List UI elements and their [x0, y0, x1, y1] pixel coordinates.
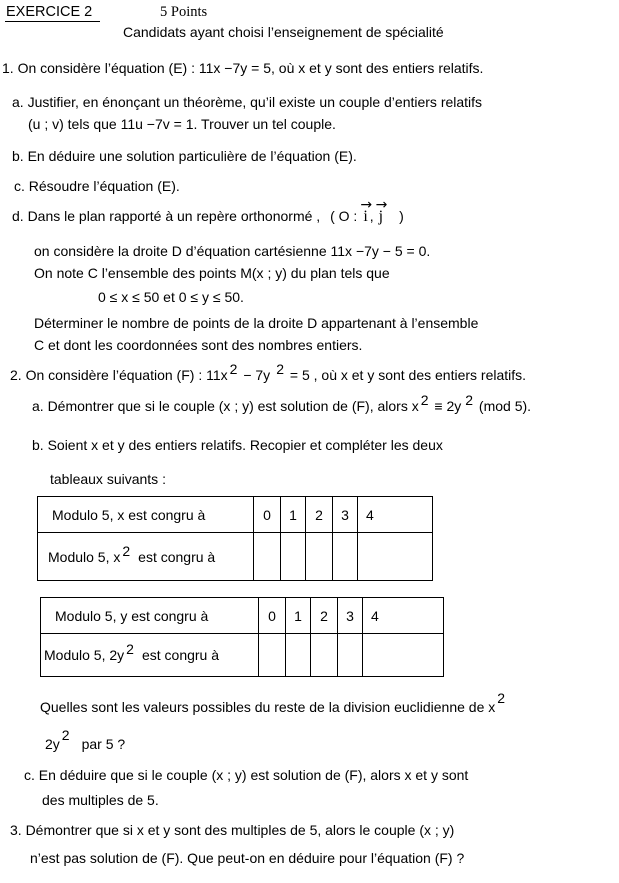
- table1-col1: 1: [281, 497, 306, 533]
- q1-intro: 1. On considère l’équation (E) : 11x −7y = 5, où x et y sont des entiers relatifs.: [2, 60, 484, 76]
- table1-row2-label-b: est congru à: [138, 548, 216, 565]
- q3-line2: n’est pas solution de (F). Que peut-on en déduire pour l’équation (F) ?: [30, 850, 465, 866]
- q1d-line6: C et dont les coordonnées sont des nombres entiers.: [34, 337, 363, 353]
- q2-question-b: 2y: [45, 736, 60, 752]
- table2-row2-label-b: est congru à: [141, 647, 220, 663]
- table2-cell-0: [259, 634, 286, 677]
- table1-col3: 3: [333, 497, 358, 533]
- exercise-subtitle: Candidats ayant choisi l’enseignement de spécialité: [123, 24, 444, 40]
- q1a-line2: (u ; v) tels que 11u −7v = 1. Trouver un tel couple.: [28, 116, 336, 132]
- q2c-line2: des multiples de 5.: [42, 792, 159, 808]
- frame-close: ): [399, 208, 404, 224]
- table2-cell-4: [363, 634, 444, 677]
- q1d-line1: [12, 208, 404, 225]
- q1b: b. En déduire une solution particulière de l’équation (E).: [12, 148, 357, 164]
- title-underline: [5, 21, 100, 22]
- q2-intro: [10, 361, 527, 383]
- q2a-exp1: 2: [420, 392, 429, 408]
- q2-intro-a: 2. On considère l’équation (F) : 11x: [10, 367, 228, 383]
- q2-question-exp2: 2: [61, 727, 70, 743]
- table1-row2-label: [38, 533, 254, 581]
- q2c-line1: c. En déduire que si le couple (x ; y) est solution de (F), alors x et y sont: [24, 767, 469, 783]
- table1-row2-label-a: Modulo 5, x: [48, 548, 121, 565]
- q2-question-exp1: 2: [497, 690, 506, 706]
- q2a: [32, 392, 532, 414]
- q2-intro-exp1: 2: [229, 361, 238, 377]
- table2-col4: 4: [363, 598, 444, 634]
- q2-intro-b: − 7y: [239, 367, 271, 383]
- q2a-c: (mod 5).: [475, 398, 532, 414]
- q2-question-line2: [45, 727, 126, 752]
- table1-col4: 4: [358, 497, 433, 533]
- q1d-line2: on considère la droite D d’équation cartésienne 11x −7y − 5 = 0.: [34, 243, 431, 259]
- table2-row2-label: [41, 634, 259, 677]
- vector-j: → j: [377, 209, 385, 225]
- table1-cell-3: [333, 533, 358, 581]
- q2a-exp2: 2: [465, 392, 474, 408]
- q2-question-c: par 5 ?: [81, 736, 126, 752]
- q1a-line1: a. Justifier, en énonçant un théorème, qu’il existe un couple d’entiers relatifs: [12, 94, 483, 110]
- exercise-title: EXERCICE 2: [6, 4, 93, 20]
- table1-row2-exp: 2: [122, 542, 131, 559]
- q2a-a: a. Démontrer que si le couple (x ; y) est solution de (F), alors x: [32, 398, 419, 414]
- q2-question: [40, 690, 507, 715]
- q1d-line4: 0 ≤ x ≤ 50 et 0 ≤ y ≤ 50.: [98, 289, 244, 305]
- q3-line1: 3. Démontrer que si x et y sont des multiples de 5, alors le couple (x ; y): [10, 822, 455, 838]
- vector-i: → i: [361, 209, 369, 225]
- table1-cell-4: [358, 533, 433, 581]
- table2-col0: 0: [259, 598, 286, 634]
- table1-row1: [38, 497, 433, 533]
- frame-separator: ,: [369, 208, 374, 224]
- table2-col3: 3: [338, 598, 363, 634]
- table2-row1-label: Modulo 5, y est congru à: [41, 598, 259, 634]
- table-y-mod5: [40, 597, 444, 677]
- q2-intro-c: = 5: [285, 367, 310, 383]
- table2-cell-2: [311, 634, 338, 677]
- table1-cell-2: [306, 533, 333, 581]
- table1-row1-label: Modulo 5, x est congru à: [38, 497, 254, 533]
- q2-question-a: Quelles sont les valeurs possibles du reste de la division euclidienne de x: [40, 699, 496, 715]
- table2-cell-3: [338, 634, 363, 677]
- q1d-line3: On note C l’ensemble des points M(x ; y) du plan tels que: [34, 265, 390, 281]
- q1c: c. Résoudre l’équation (E).: [14, 178, 180, 194]
- table2-col2: 2: [311, 598, 338, 634]
- frame-open: ( O :: [330, 208, 358, 224]
- table1-col2: 2: [306, 497, 333, 533]
- table1-col0: 0: [254, 497, 281, 533]
- table2-row2-exp: 2: [126, 641, 134, 657]
- q2-intro-d: , où x et y sont des entiers relatifs.: [309, 367, 527, 383]
- q1d-prefix: d. Dans le plan rapporté à un repère orthonormé ,: [12, 208, 321, 224]
- q2a-b: ≡ 2y: [430, 398, 462, 414]
- q2b-line2: tableaux suivants :: [50, 471, 166, 487]
- q1d-line5: Déterminer le nombre de points de la droite D appartenant à l’ensemble: [34, 315, 479, 331]
- q2b-line1: b. Soient x et y des entiers relatifs. Recopier et compléter les deux: [32, 437, 443, 453]
- table-x-mod5: [37, 496, 433, 581]
- table2-row2-label-a: Modulo 5, 2y: [44, 647, 125, 663]
- points-label: 5 Points: [160, 4, 208, 20]
- table2-col1: 1: [286, 598, 311, 634]
- table2-row2: [41, 634, 444, 677]
- table1-row2: [38, 533, 433, 581]
- q2-intro-exp2: 2: [276, 361, 284, 377]
- table2-row1: [41, 598, 444, 634]
- table1-cell-0: [254, 533, 281, 581]
- table2-cell-1: [286, 634, 311, 677]
- table1-cell-1: [281, 533, 306, 581]
